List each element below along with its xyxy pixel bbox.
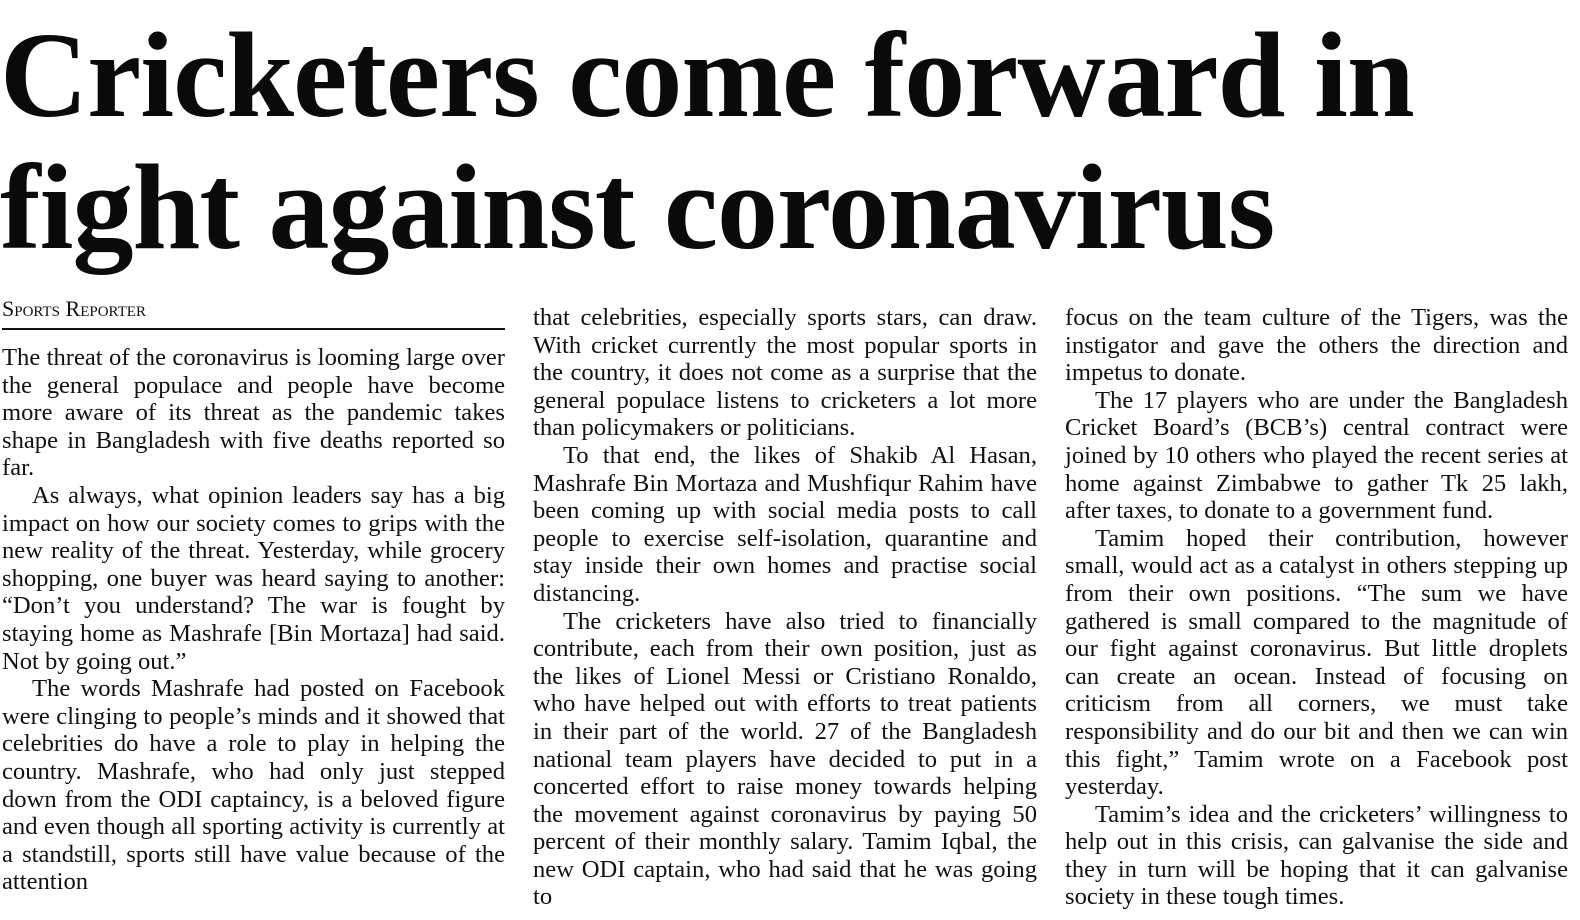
paragraph: The cricketers have also tried to financially contribute, each from their own position, just as the likes of Lionel Messi or Cristiano Ronaldo, who have helped out with efforts to treat patients in their part of the world. 27 of the Bangladesh national team players have decided to put in a concerted effort to raise money towards helping the movement against coronavirus by paying 50 percent of their monthly salary. Tamim Iqbal, the new ODI captain, who had said that he was going to: [533, 607, 1037, 911]
headline: [0, 10, 1580, 274]
headline-line-1: Cricketers come forward in: [0, 8, 1414, 143]
paragraph: As always, what opinion leaders say has a big impact on how our society comes to grips with the new reality of the threat. Yesterday, while grocery shopping, one buyer was heard saying to another: “Don’t you understand? The war is fought by staying home as Mashrafe [Bin Mortaza] had said. Not by going out.”: [2, 481, 505, 675]
article-column-3: [1065, 304, 1568, 911]
paragraph: The words Mashrafe had posted on Facebook were clinging to people’s minds and it showed that celebrities do have a role to play in helping the country. Mashrafe, who had only just stepped down from the ODI captaincy, is a beloved figure and even though all sporting activity is currently at a standstill, sports still have value because of the attention: [2, 675, 505, 896]
byline: Sports Reporter: [2, 296, 505, 330]
paragraph: Tamim’s idea and the cricketers’ willingness to help out in this crisis, can galvanise the side and they in turn will be hoping that it can galvanise society in these tough times.: [1065, 800, 1568, 911]
paragraph: The 17 players who are under the Bangladesh Cricket Board’s (BCB’s) central contract were joined by 10 others who played the recent series at home against Zimbabwe to gather Tk 25 lakh, after taxes, to donate to a government fund.: [1065, 386, 1568, 525]
headline-line-2: fight against coronavirus: [0, 140, 1275, 275]
paragraph: focus on the team culture of the Tigers, was the instigator and gave the others the direction and impetus to donate.: [1065, 304, 1568, 387]
paragraph: Tamim hoped their contribution, however small, would act as a catalyst in others stepping up from their own positions. “The sum we have gathered is small compared to the magnitude of our fight against coronavirus. But little droplets can create an ocean. Instead of focusing on criticism from all corners, we must take responsibility and do our bit and then we can win this fight,” Tamim wrote on a Facebook post yesterday.: [1065, 524, 1568, 801]
article-column-1: [2, 344, 505, 896]
paragraph: that celebrities, especially sports stars, can draw. With cricket currently the most popular sports in the country, it does not come as a surprise that the general populace listens to cricketers a lot more than policymakers or politicians.: [533, 304, 1037, 442]
paragraph: The threat of the coronavirus is looming large over the general populace and people have become more aware of its threat as the pandemic takes shape in Bangladesh with five deaths reported so far.: [2, 344, 505, 482]
paragraph: To that end, the likes of Shakib Al Hasan, Mashrafe Bin Mortaza and Mushfiqur Rahim have been coming up with social media posts to call people to exercise self-isolation, quarantine and stay inside their own homes and practise social distancing.: [533, 441, 1037, 607]
article-column-2: [533, 304, 1037, 911]
